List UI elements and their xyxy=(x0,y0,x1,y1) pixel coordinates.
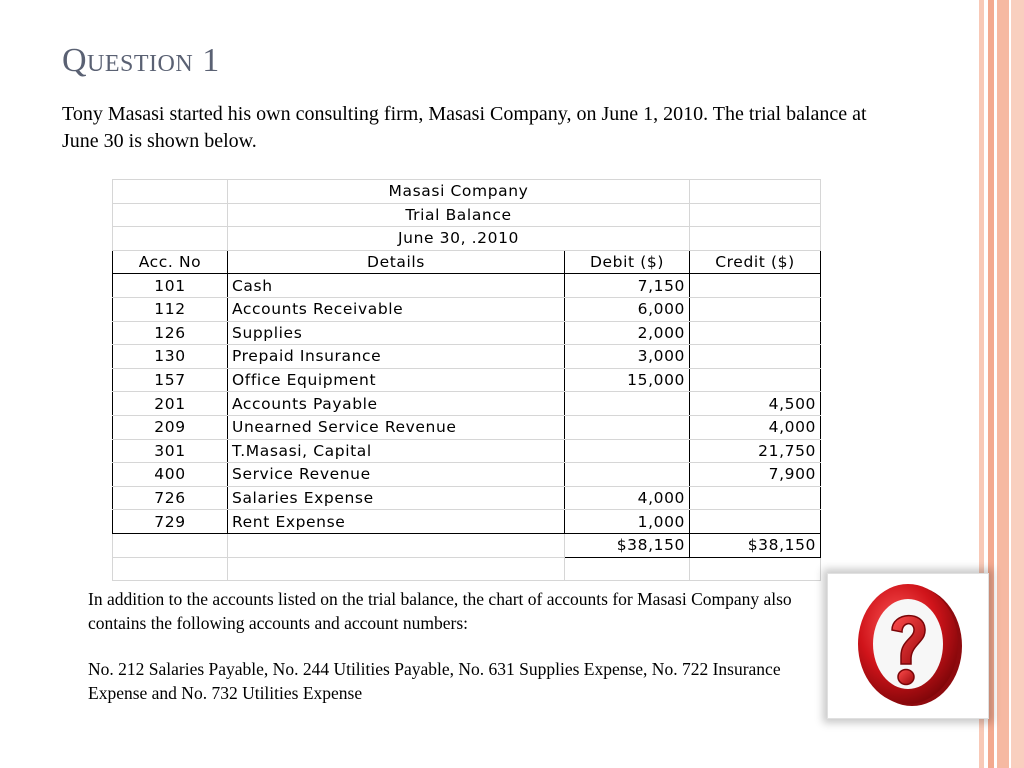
account-number: 726 xyxy=(113,486,228,510)
total-credit: $38,150 xyxy=(690,533,821,557)
intro-text: Tony Masasi started his own consulting firm, Masasi Company, on June 1, 2010. The trial balance at June 30 is shown below. xyxy=(62,103,867,152)
account-details: Cash xyxy=(228,274,565,298)
trial-balance-table xyxy=(112,179,821,581)
account-details: T.Masasi, Capital xyxy=(228,439,565,463)
report-date: June 30, .2010 xyxy=(228,227,690,251)
debit-amount xyxy=(565,392,690,416)
account-number: 209 xyxy=(113,415,228,439)
table-row xyxy=(113,274,821,298)
credit-amount xyxy=(690,321,821,345)
column-header-row xyxy=(113,250,821,274)
table-row xyxy=(113,368,821,392)
column-header-credit: Credit ($) xyxy=(690,250,821,274)
credit-amount xyxy=(690,274,821,298)
decorative-stripe xyxy=(1011,0,1024,768)
account-number: 301 xyxy=(113,439,228,463)
credit-amount xyxy=(690,486,821,510)
note-paragraph-2: No. 212 Salaries Payable, No. 244 Utilities Payable, No. 631 Supplies Expense, No. 722 Insurance Expense and No. 732 Utilities Expense xyxy=(88,659,781,703)
totals-empty xyxy=(113,533,228,557)
report-name: Trial Balance xyxy=(228,203,690,227)
credit-amount: 4,000 xyxy=(690,415,821,439)
header-row-date xyxy=(113,227,821,251)
account-number: 201 xyxy=(113,392,228,416)
credit-amount: 21,750 xyxy=(690,439,821,463)
credit-amount xyxy=(690,368,821,392)
blank-row xyxy=(113,557,821,581)
table-row xyxy=(113,439,821,463)
note-paragraph-1: In addition to the accounts listed on the trial balance, the chart of accounts for Masasi Company also contains the following accounts and account numbers: xyxy=(88,589,792,633)
debit-amount: 6,000 xyxy=(565,297,690,321)
company-name: Masasi Company xyxy=(228,180,690,204)
debit-amount: 2,000 xyxy=(565,321,690,345)
account-number: 130 xyxy=(113,345,228,369)
accounts-note xyxy=(88,588,828,705)
table-row xyxy=(113,486,821,510)
credit-amount xyxy=(690,345,821,369)
table-row xyxy=(113,321,821,345)
account-number: 126 xyxy=(113,321,228,345)
table-row xyxy=(113,297,821,321)
totals-empty xyxy=(228,533,565,557)
decorative-stripe xyxy=(997,0,1009,768)
debit-amount xyxy=(565,463,690,487)
table-row xyxy=(113,345,821,369)
table-row xyxy=(113,463,821,487)
debit-amount: 15,000 xyxy=(565,368,690,392)
account-number: 157 xyxy=(113,368,228,392)
account-number: 112 xyxy=(113,297,228,321)
debit-amount: 7,150 xyxy=(565,274,690,298)
column-header-details: Details xyxy=(228,250,565,274)
account-details: Accounts Receivable xyxy=(228,297,565,321)
account-details: Service Revenue xyxy=(228,463,565,487)
table-row xyxy=(113,415,821,439)
debit-amount xyxy=(565,415,690,439)
account-number: 101 xyxy=(113,274,228,298)
header-row-company xyxy=(113,180,821,204)
credit-amount: 4,500 xyxy=(690,392,821,416)
credit-amount xyxy=(690,297,821,321)
trial-balance-sheet xyxy=(112,179,820,580)
column-header-debit: Debit ($) xyxy=(565,250,690,274)
table-row xyxy=(113,510,821,534)
account-details: Rent Expense xyxy=(228,510,565,534)
account-details: Prepaid Insurance xyxy=(228,345,565,369)
table-row xyxy=(113,392,821,416)
totals-row xyxy=(113,533,821,557)
column-header-acc-no: Acc. No xyxy=(113,250,228,274)
account-details: Supplies xyxy=(228,321,565,345)
slide-title: Question 1 xyxy=(62,42,220,79)
account-details: Accounts Payable xyxy=(228,392,565,416)
debit-amount xyxy=(565,439,690,463)
debit-amount: 4,000 xyxy=(565,486,690,510)
header-row-report xyxy=(113,203,821,227)
question-mark-icon xyxy=(827,573,989,719)
total-debit: $38,150 xyxy=(565,533,690,557)
account-number: 400 xyxy=(113,463,228,487)
account-number: 729 xyxy=(113,510,228,534)
account-details: Office Equipment xyxy=(228,368,565,392)
account-details: Salaries Expense xyxy=(228,486,565,510)
debit-amount: 3,000 xyxy=(565,345,690,369)
debit-amount: 1,000 xyxy=(565,510,690,534)
account-details: Unearned Service Revenue xyxy=(228,415,565,439)
credit-amount: 7,900 xyxy=(690,463,821,487)
credit-amount xyxy=(690,510,821,534)
